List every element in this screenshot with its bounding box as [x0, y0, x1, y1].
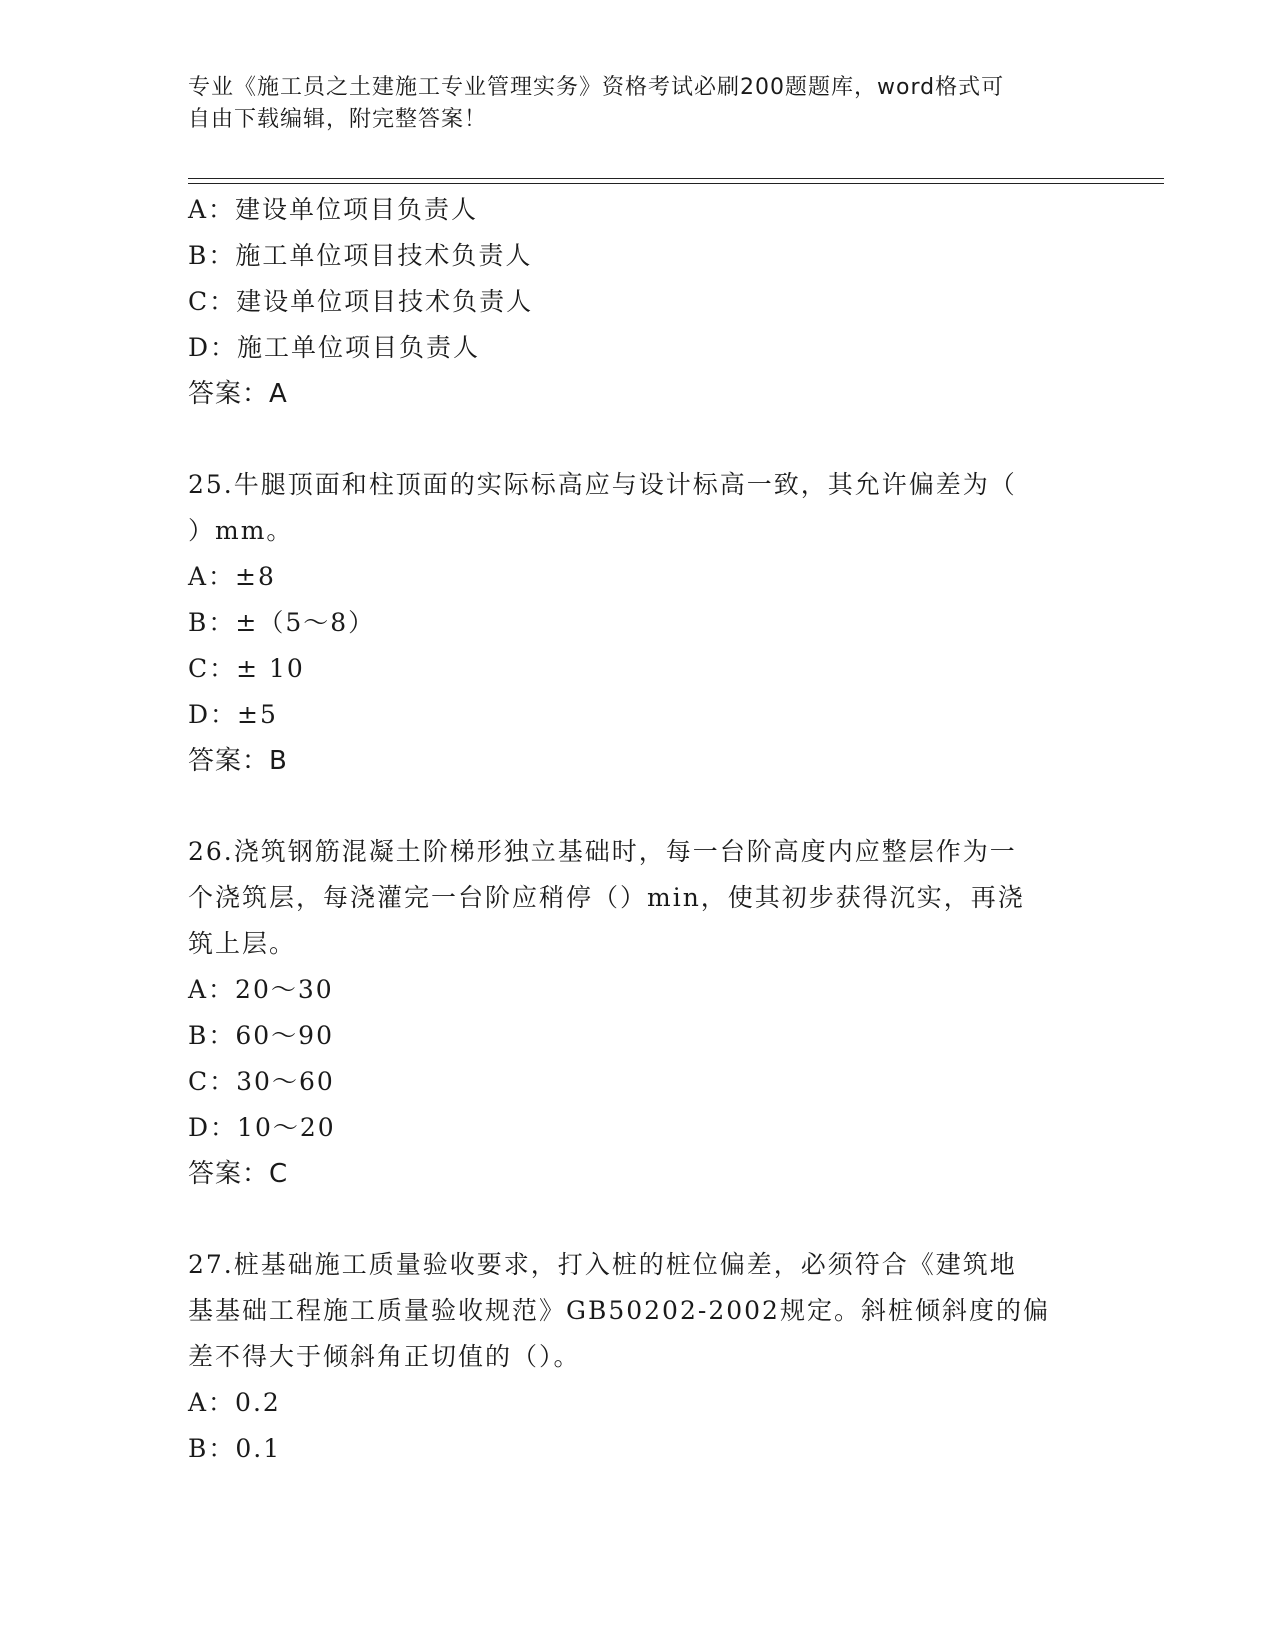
header-line-2: 自由下载编辑，附完整答案！: [188, 107, 488, 132]
question-stem-line: 25.牛腿顶面和柱顶面的实际标高应与设计标高一致，其允许偏差为（: [188, 470, 1017, 499]
option-c: C：30～60: [188, 1067, 335, 1096]
question-list: [188, 187, 1088, 1472]
option-b: B：施工单位项目技术负责人: [188, 241, 533, 270]
answer-line: 答案：B: [188, 746, 288, 776]
option-d: D：±5: [188, 700, 278, 729]
option-d: D：施工单位项目负责人: [188, 333, 481, 362]
question-24: [188, 187, 1088, 417]
question-stem-line: 27.桩基础施工质量验收要求，打入桩的桩位偏差，必须符合《建筑地: [188, 1250, 1017, 1279]
question-stem-line: 筑上层。: [188, 929, 297, 958]
option-b: B：60～90: [188, 1021, 334, 1050]
question-26: [188, 829, 1088, 1197]
header-divider-top: [188, 178, 1164, 179]
document-header: [188, 72, 1088, 136]
answer-line: 答案：A: [188, 379, 288, 409]
question-stem-line: 26.浇筑钢筋混凝土阶梯形独立基础时，每一台阶高度内应整层作为一: [188, 837, 1017, 866]
header-divider-bottom: [188, 183, 1164, 184]
option-b: B：±（5～8）: [188, 608, 376, 637]
question-25: [188, 462, 1088, 784]
option-a: A：建设单位项目负责人: [188, 195, 479, 224]
answer-line: 答案：C: [188, 1159, 289, 1189]
question-stem-line: 差不得大于倾斜角正切值的（）。: [188, 1342, 581, 1371]
option-b: B：0.1: [188, 1434, 282, 1463]
question-stem-line: 基基础工程施工质量验收规范》GB50202-2002规定。斜桩倾斜度的偏: [188, 1296, 1050, 1325]
question-stem-line: 个浇筑层，每浇灌完一台阶应稍停（）min，使其初步获得沉实，再浇: [188, 883, 1025, 912]
header-line-1: 专业《施工员之土建施工专业管理实务》资格考试必刷200题题库，word格式可: [188, 75, 1005, 100]
option-c: C：建设单位项目技术负责人: [188, 287, 534, 316]
question-27: [188, 1242, 1088, 1472]
question-stem-line: ）mm。: [188, 516, 294, 545]
option-c: C：± 10: [188, 654, 305, 683]
option-a: A：20～30: [188, 975, 334, 1004]
option-d: D：10～20: [188, 1113, 336, 1142]
option-a: A：±8: [188, 562, 276, 591]
option-a: A：0.2: [188, 1388, 281, 1417]
